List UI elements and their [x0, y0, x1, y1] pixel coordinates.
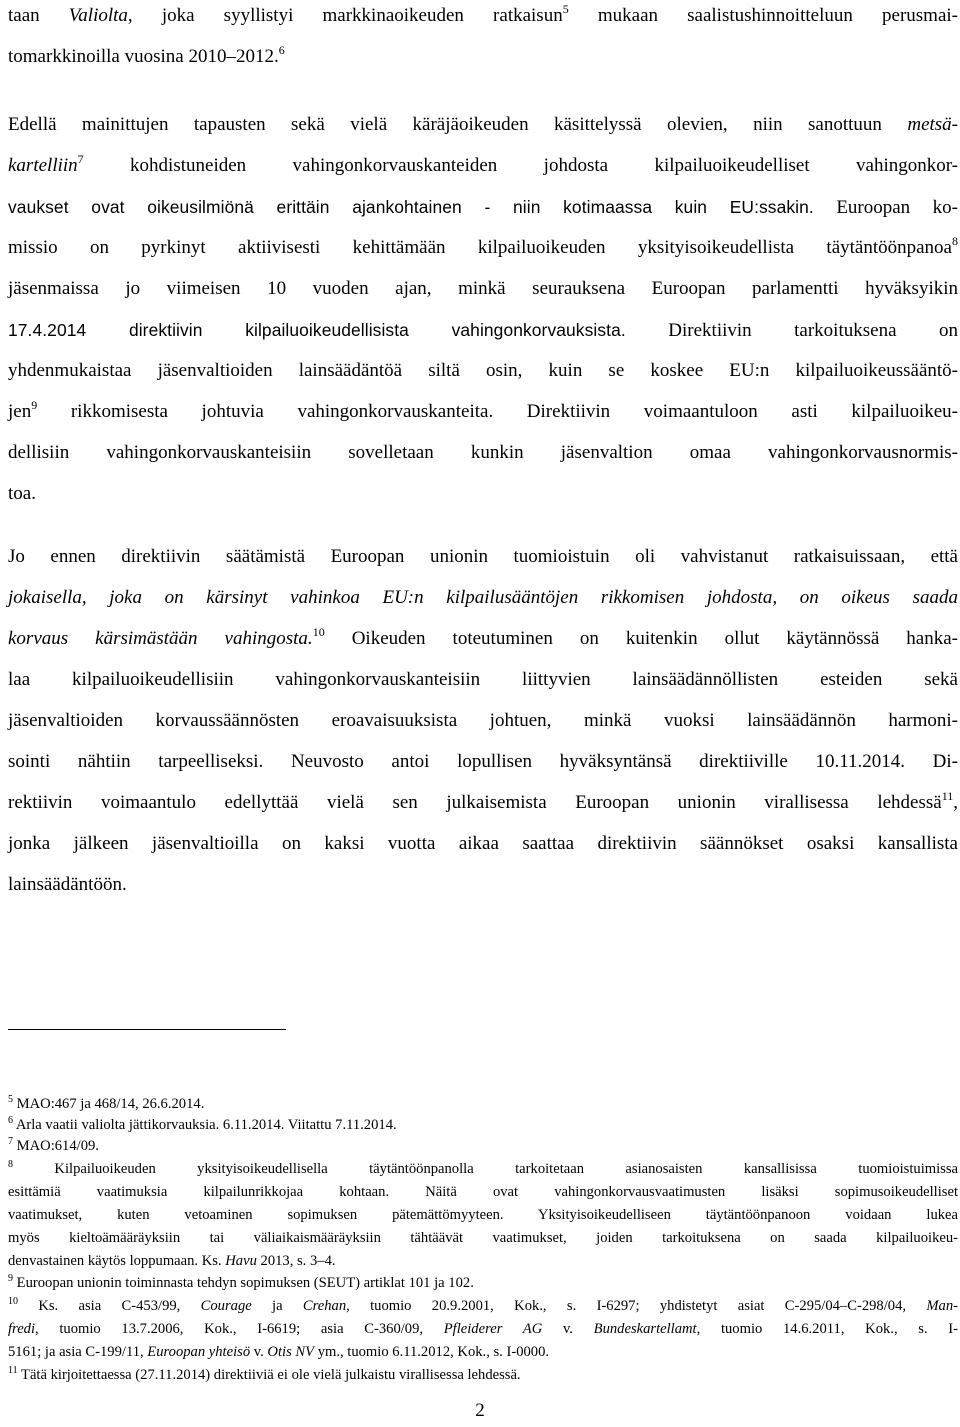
footnote-ref[interactable]: 6 [278, 43, 285, 57]
footnote-10-line: fredi, tuomio 13.7.2006, Kok., I-6619; asia C-360/09, Pfleiderer AG v. Bundeskartellamt, tuomio 14.6.2011, Kok., s. I- [8, 1321, 959, 1337]
footnote-ref[interactable]: 10 [312, 625, 325, 639]
paragraph-line: jäsenmaissa jo viimeisen 10 vuoden ajan, minkä seurauksena Euroopan parlamentti hyväksyikin [8, 278, 958, 299]
paragraph-line: jen$^9$ rikkomisesta johtuvia vahingonkorvauskanteita. Direktiivin voimaantuloon asti kilpailuoikeu- [8, 398, 958, 422]
paragraph-line: sointi nähtiin tarpeelliseksi. Neuvosto antoi lopullisen hyväksyntänsä direktiiville 10.11.2014. Di- [8, 751, 958, 772]
paragraph-line: korvaus kärsimästään vahingosta.$^{10}$ Oikeuden toteutuminen on kuitenkin ollut käytännössä hanka- [8, 625, 958, 649]
paragraph-line: vaukset ovat oikeusilmiönä erittäin ajankohtainen - niin kotimaassa kuin EU:ssakin. Euroopan ko- [8, 197, 958, 218]
paragraph-line: jokaisella, joka on kärsinyt vahinkoa EU:n kilpailusääntöjen rikkomisen johdosta, on oikeus saada [8, 587, 958, 608]
footnote-8-line: myös kieltoämääräyksiin tai väliaikaismääräyksiin tähtäävät vaatimukset, joiden tarkoituksena on saada kilpailuoikeu- [8, 1230, 958, 1246]
footnote-ref[interactable]: 9 [31, 398, 38, 412]
paragraph-line: toa. [8, 483, 36, 504]
footnote-8-line: denvastainen käytös loppumaan. Ks. Havu 2013, s. 3–4. [8, 1253, 336, 1269]
footnote-6: $^6$ Arla vaatii valiolta jättikorvauksia. 6.11.2014. Viitattu 7.11.2014. [8, 1115, 397, 1133]
paragraph-line: laa kilpailuoikeudellisiin vahingonkorvauskanteisiin liittyvien lainsäädännöllisten esteiden sekä [8, 669, 958, 690]
footnote-separator [8, 1029, 286, 1030]
paragraph-line: Jo ennen direktiivin säätämistä Euroopan unionin tuomioistuin oli vahvistanut ratkaisuissaan, että [8, 546, 958, 567]
page-number: 2 [475, 1400, 485, 1421]
footnote-ref[interactable]: 7 [77, 152, 84, 166]
footnote-ref[interactable]: 8 [952, 234, 958, 248]
footnote-8-line: vaatimukset, kuten vetoaminen sopimuksen pätemättömyyteen. Yksityisoikeudelliseen täytäntöönpanoon voidaan lukea [8, 1207, 958, 1223]
paragraph-line: taan Valiolta, joka syyllistyi markkinaoikeuden ratkaisun$^5$ mukaan saalistushinnoitteluun perusmai- [8, 2, 958, 26]
footnote-9: $^9$ Euroopan unionin toiminnasta tehdyn sopimuksen (SEUT) artiklat 101 ja 102. [8, 1273, 474, 1291]
footnote-10: $^{10}$ Ks. asia C-453/99, Courage ja Crehan, tuomio 20.9.2001, Kok., s. I-6297; yhdistetyt asiat C-295/04–C-298/04, Man- [8, 1296, 958, 1314]
paragraph-line: tomarkkinoilla vuosina 2010–2012.$^6$ [8, 43, 285, 67]
footnote-8-line: esittämiä vaatimuksia kilpailunrikkojaa kohtaan. Näitä ovat vahingonkorvausvaatimusten lisäksi sopimusoikeudelliset [8, 1184, 958, 1200]
footnote-8: $^8$ Kilpailuoikeuden yksityisoikeudellisella täytäntöönpanolla tarkoitetaan asianosaisten kansallisissa tuomioistuimissa [8, 1159, 958, 1177]
paragraph-line: 17.4.2014 direktiivin kilpailuoikeudellisista vahingonkorvauksista. Direktiivin tarkoituksena on [8, 320, 958, 341]
paragraph-line: dellisiin vahingonkorvauskanteisiin sovelletaan kunkin jäsenvaltion omaa vahingonkorvausnormis- [8, 442, 958, 463]
paragraph-line: jonka jälkeen jäsenvaltioilla on kaksi vuotta aikaa saattaa direktiivin säännökset osaksi kansallista [8, 833, 958, 854]
paragraph-line: kartelliin$^7$ kohdistuneiden vahingonkorvauskanteiden johdosta kilpailuoikeudelliset vahingonkor- [8, 152, 958, 176]
paragraph-line: jäsenvaltioiden korvaussäännösten eroavaisuuksista johtuen, minkä vuoksi lainsäädännön harmoni- [8, 710, 958, 731]
paragraph-line: rektiivin voimaantulo edellyttää vielä sen julkaisemista Euroopan unionin virallisessa lehdessä$^{11}$, [8, 789, 958, 813]
footnote-10-line: 5161; ja asia C-199/11, Euroopan yhteisö v. Otis NV ym., tuomio 6.11.2012, Kok., s. I-0000. [8, 1344, 550, 1360]
footnote-ref[interactable]: 11 [941, 789, 954, 803]
footnote-5: $^5$ MAO:467 ja 468/14, 26.6.2014. [8, 1094, 205, 1112]
footnote-ref[interactable]: 5 [562, 2, 569, 16]
paragraph-line: missio on pyrkinyt aktiivisesti kehittämään kilpailuoikeuden yksityisoikeudellista täytäntöönpanoa$^8$ [8, 234, 958, 258]
paragraph-line: yhdenmukaistaa jäsenvaltioiden lainsäädäntöä siltä osin, kuin se koskee EU:n kilpailuoikeussääntö- [8, 360, 958, 381]
footnote-7: $^7$ MAO:614/09. [8, 1136, 99, 1154]
footnote-11: $^{11}$ Tätä kirjoitettaessa (27.11.2014) direktiiviä ei ole vielä julkaistu virallisessa lehdessä. [8, 1365, 521, 1383]
paragraph-line: lainsäädäntöön. [8, 874, 127, 895]
paragraph-line: Edellä mainittujen tapausten sekä vielä käräjäoikeuden käsittelyssä olevien, niin sanottuun metsä- [8, 114, 958, 135]
